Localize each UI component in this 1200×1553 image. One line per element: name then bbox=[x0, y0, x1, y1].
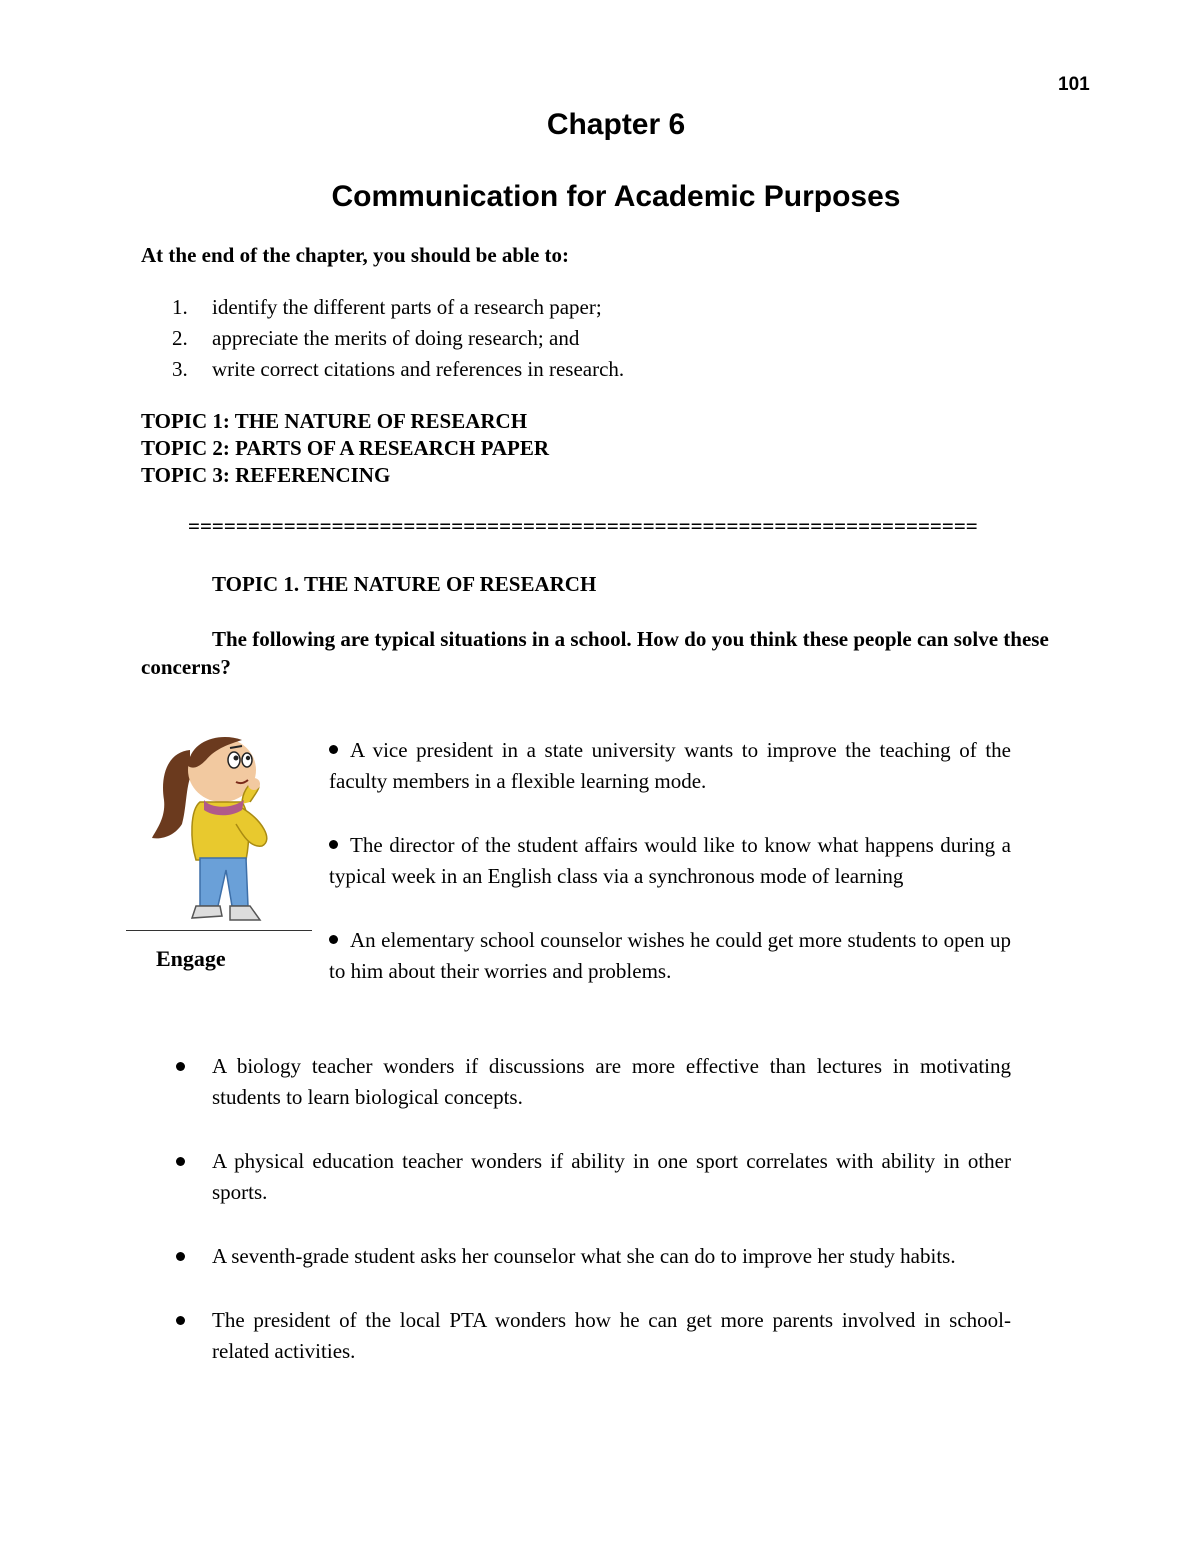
list-item: An elementary school counselor wishes he could get more students to open up to him about their worries and problems. bbox=[329, 928, 1011, 983]
bullet-icon bbox=[329, 745, 338, 754]
list-item: The president of the local PTA wonders how he can get more parents involved in school-related activities. bbox=[175, 1305, 1011, 1367]
objective-item: 1. identify the different parts of a research paper; bbox=[172, 295, 602, 319]
topic-line: TOPIC 1: THE NATURE OF RESEARCH bbox=[141, 409, 528, 433]
chapter-heading: Chapter 6 bbox=[546, 108, 686, 141]
engage-divider bbox=[126, 930, 312, 931]
side-situations-list bbox=[329, 735, 1011, 1020]
chapter-title: Communication for Academic Purposes bbox=[331, 180, 901, 213]
engage-label: Engage bbox=[156, 946, 226, 971]
bullet-icon bbox=[176, 1157, 185, 1166]
objective-item: 3. write correct citations and references in research. bbox=[172, 357, 625, 381]
bullet-icon bbox=[329, 840, 338, 849]
objectives-intro: At the end of the chapter, you should be able to: bbox=[141, 243, 569, 267]
separator-line: ================================================================== bbox=[188, 514, 978, 538]
list-item: The director of the student affairs would like to know what happens during a typical week in an English class via a synchronous mode of learning bbox=[329, 833, 1011, 888]
list-item: A vice president in a state university wants to improve the teaching of the faculty members in a flexible learning mode. bbox=[329, 738, 1011, 793]
list-item: A biology teacher wonders if discussions are more effective than lectures in motivating students to learn biological concepts. bbox=[175, 1051, 1011, 1113]
page-number: 101 bbox=[1058, 74, 1090, 95]
bullet-icon bbox=[176, 1316, 185, 1325]
bullet-icon bbox=[176, 1062, 185, 1071]
objectives-list bbox=[172, 295, 624, 388]
thinking-girl-icon bbox=[150, 730, 290, 935]
situations-list bbox=[175, 1051, 1011, 1400]
objective-item: 2. appreciate the merits of doing research; and bbox=[172, 326, 580, 350]
bullet-icon bbox=[329, 935, 338, 944]
list-item: A physical education teacher wonders if ability in one sport correlates with ability in other sports. bbox=[175, 1146, 1011, 1208]
topic-heading: TOPIC 1. THE NATURE OF RESEARCH bbox=[212, 572, 597, 596]
topic-line: TOPIC 3: REFERENCING bbox=[141, 463, 391, 487]
bullet-icon bbox=[176, 1252, 185, 1261]
engage-question: The following are typical situations in a school. How do you think these people can solve these concerns? bbox=[141, 627, 1049, 679]
topics-list bbox=[141, 408, 549, 489]
list-item: A seventh-grade student asks her counselor what she can do to improve her study habits. bbox=[175, 1241, 1011, 1272]
topic-line: TOPIC 2: PARTS OF A RESEARCH PAPER bbox=[141, 436, 550, 460]
